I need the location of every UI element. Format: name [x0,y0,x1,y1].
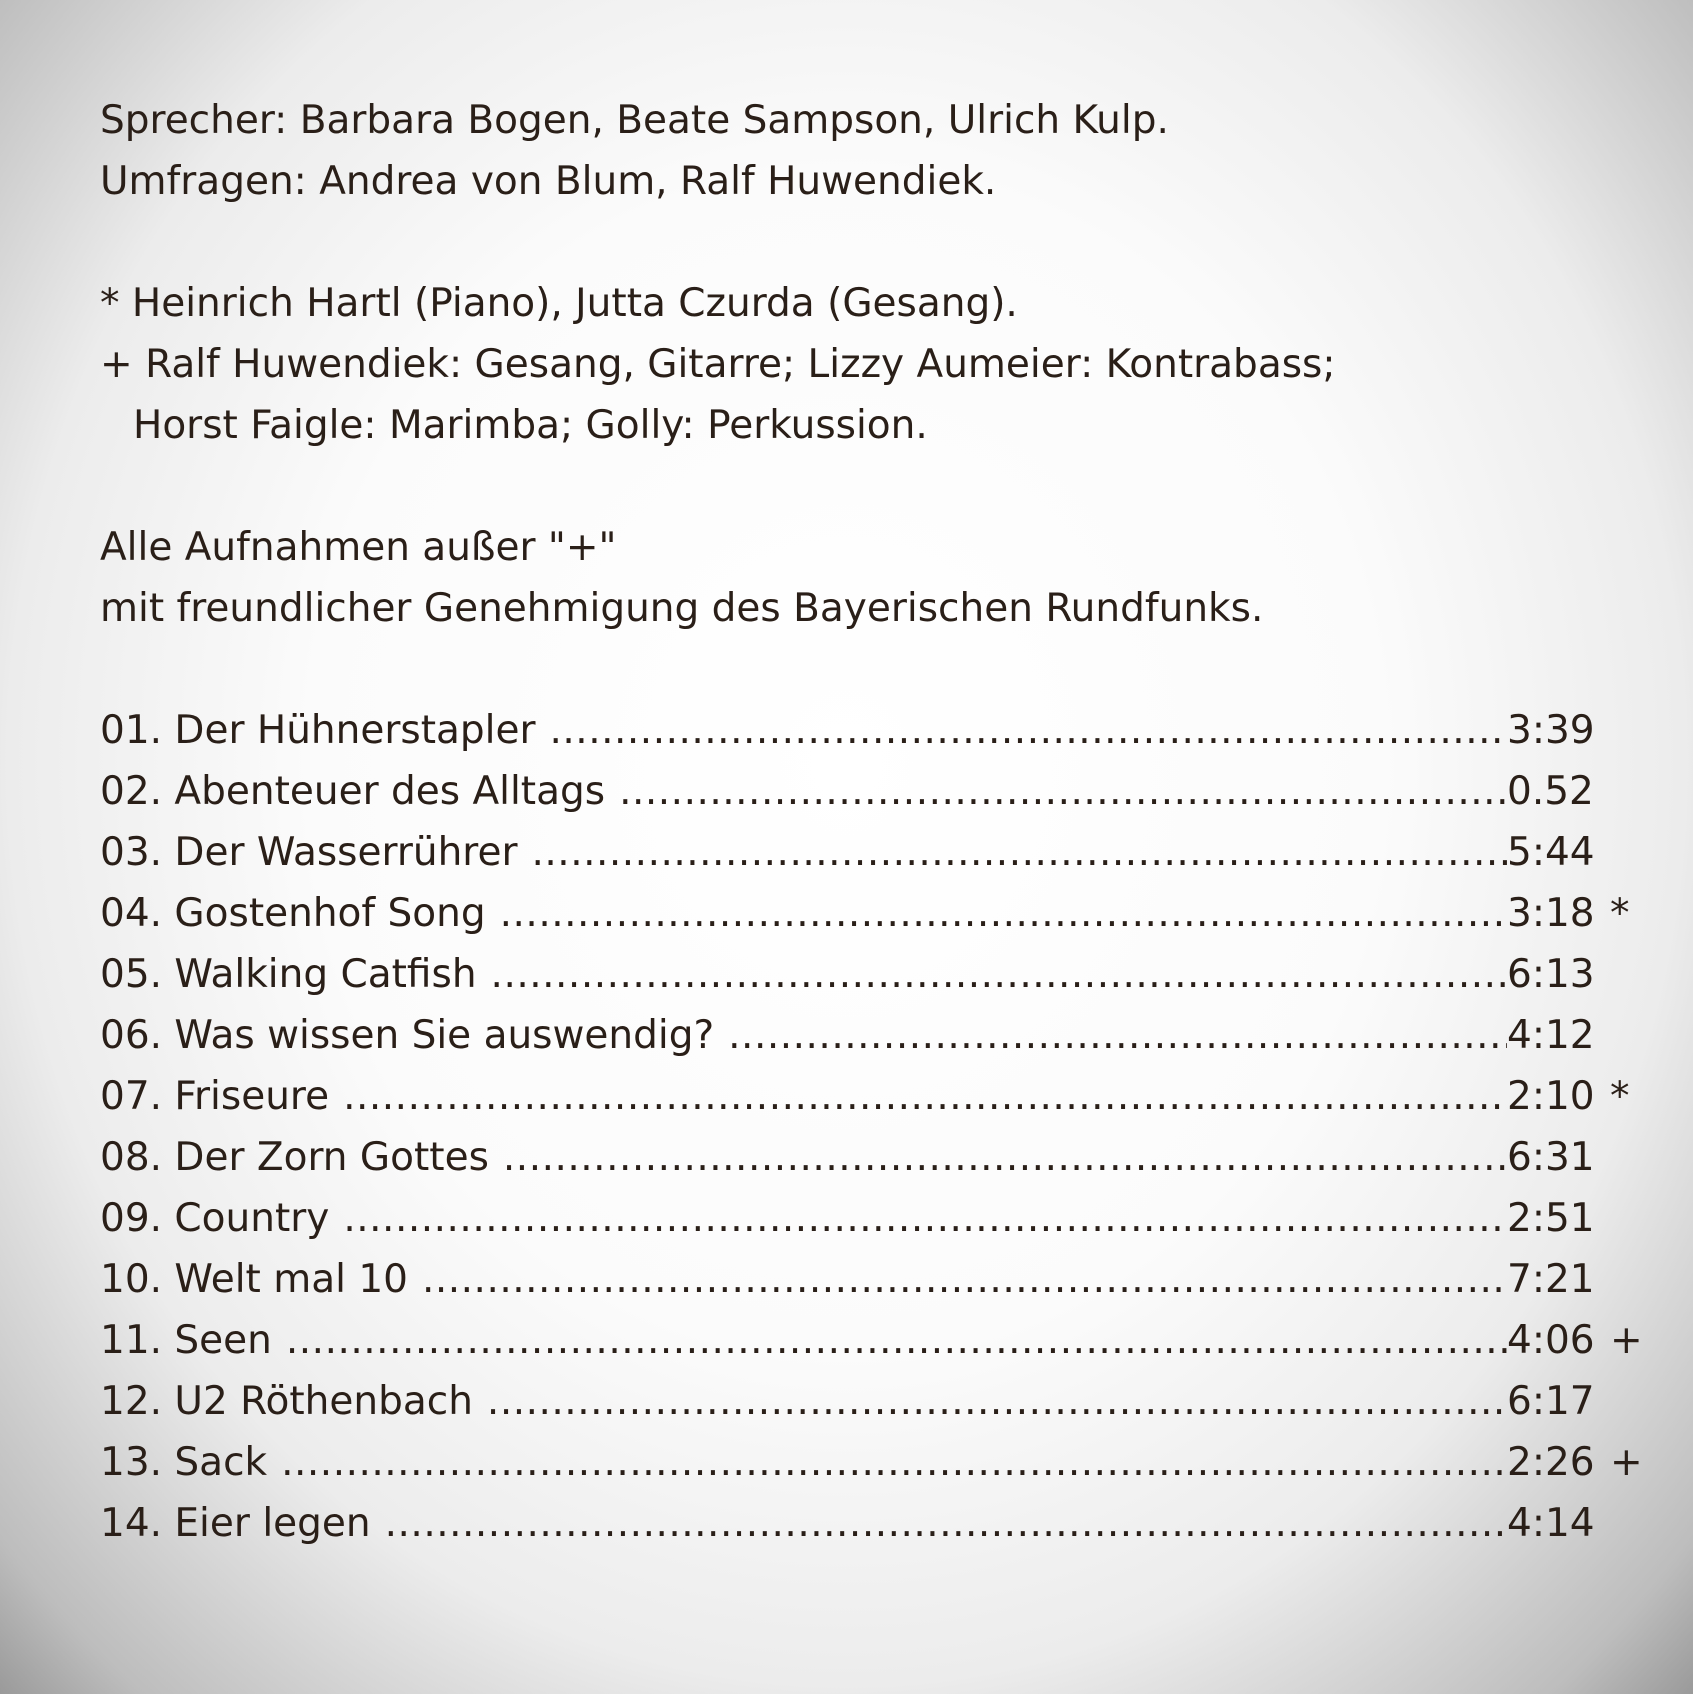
track-row [100,883,1650,944]
track-row [100,1127,1650,1188]
leader-dots [500,883,1507,944]
track-row [100,1432,1650,1493]
track-duration: 2:51 [1507,1196,1595,1241]
spacer [100,639,1650,700]
note-plus: + Ralf Huwendiek: Gesang, Gitarre; Lizzy Aumeier: Kontrabass; [100,342,1336,387]
track-title: 10. Welt mal 10 [100,1257,408,1302]
track-row [100,1066,1650,1127]
track-title: 13. Sack [100,1440,268,1485]
track-title: 11. Seen [100,1318,272,1363]
leader-dots [487,1371,1507,1432]
leader-dots [385,1493,1507,1554]
track-footnote-mark: + [1610,1318,1643,1363]
track-duration: 5:44 [1507,830,1595,875]
track-title: 03. Der Wasserrührer [100,830,518,875]
track-row [100,822,1650,883]
leader-dots [343,1066,1507,1127]
spacer [100,456,1650,517]
track-title: 04. Gostenhof Song [100,891,486,936]
track-duration: 6:31 [1507,1135,1595,1180]
track-duration: 0.52 [1507,769,1594,814]
leader-dots [343,1188,1507,1249]
track-row [100,1005,1650,1066]
permission-line-1: Alle Aufnahmen außer "+" [100,525,617,570]
leader-dots [532,822,1508,883]
track-duration: 6:17 [1507,1379,1595,1424]
track-row [100,761,1650,822]
track-title: 07. Friseure [100,1074,330,1119]
track-duration: 6:13 [1507,952,1595,997]
spacer [100,212,1650,273]
leader-dots [422,1249,1507,1310]
leader-dots [728,1005,1507,1066]
track-list [100,700,1650,1554]
track-row [100,700,1650,761]
track-row [100,1310,1650,1371]
leader-dots [619,761,1507,822]
track-row [100,944,1650,1005]
track-footnote-mark: + [1610,1440,1643,1485]
track-title: 09. Country [100,1196,330,1241]
track-row [100,1493,1650,1554]
track-title: 08. Der Zorn Gottes [100,1135,489,1180]
track-duration: 2:26 [1507,1440,1595,1485]
track-duration: 4:12 [1507,1013,1595,1058]
leader-dots [281,1432,1507,1493]
leader-dots [286,1310,1507,1371]
permission-line-2: mit freundlicher Genehmigung des Bayerischen Rundfunks. [100,586,1264,631]
track-duration: 2:10 [1507,1074,1595,1119]
track-title: 14. Eier legen [100,1501,371,1546]
track-footnote-mark: * [1610,1074,1630,1119]
note-plus-continued: Horst Faigle: Marimba; Golly: Perkussion. [133,403,928,448]
track-row [100,1371,1650,1432]
track-row [100,1249,1650,1310]
track-footnote-mark: * [1610,891,1630,936]
note-asterisk: * Heinrich Hartl (Piano), Jutta Czurda (Gesang). [100,281,1018,326]
leader-dots [491,944,1507,1005]
track-duration: 7:21 [1507,1257,1595,1302]
track-title: 02. Abenteuer des Alltags [100,769,606,814]
credits-surveys: Umfragen: Andrea von Blum, Ralf Huwendiek. [100,159,997,204]
track-title: 05. Walking Catfish [100,952,477,997]
leader-dots [550,700,1507,761]
track-duration: 3:39 [1507,708,1595,753]
track-title: 01. Der Hühnerstapler [100,708,536,753]
credits-speakers: Sprecher: Barbara Bogen, Beate Sampson, Ulrich Kulp. [100,98,1169,143]
track-title: 12. U2 Röthenbach [100,1379,473,1424]
track-title: 06. Was wissen Sie auswendig? [100,1013,715,1058]
track-row [100,1188,1650,1249]
track-duration: 4:06 [1507,1318,1595,1363]
leader-dots [503,1127,1507,1188]
track-duration: 4:14 [1507,1501,1595,1546]
liner-notes-page [100,90,1650,1554]
track-duration: 3:18 [1507,891,1595,936]
